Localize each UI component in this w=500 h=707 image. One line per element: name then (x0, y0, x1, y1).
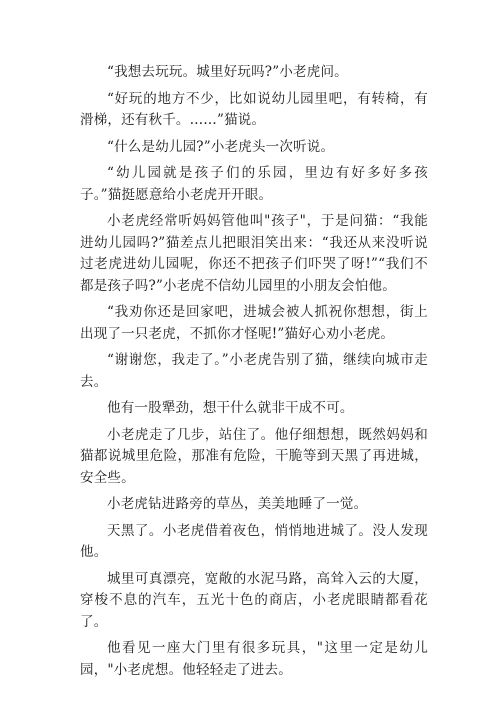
paragraph: 他有一股犟劲，想干什么就非干成不可。 (107, 400, 354, 416)
paragraph: “我劝你还是回家吧，进城会被人抓祝你想想，街上出现了一只老虎，不抓你才怪呢!”猫好心劝小老虎。 (80, 304, 428, 342)
paragraph: “我想去玩玩。城里好玩吗?”小老虎问。 (107, 64, 348, 80)
paragraph: 小老虎钻进路旁的草丛，美美地睡了一觉。 (107, 496, 368, 512)
paragraph: 他看见一座大门里有很多玩具，"这里一定是幼儿园，"小老虎想。他轻轻走了进去。 (80, 640, 428, 678)
paragraph: 小老虎经常听妈妈管他叫"孩子"，于是问猫：“我能进幼儿园吗?”猫差点儿把眼泪笑出来：“我还从来没听说过老虎进幼儿园呢，你还不把孩子们吓哭了呀!”“我们不都是孩子吗?”小老虎不信幼儿园里的小朋友会怕他。 (80, 213, 428, 294)
paragraph: “幼儿园就是孩子们的乐园，里边有好多好多孩子。”猫挺愿意给小老虎开开眼。 (80, 165, 428, 203)
paragraph: “好玩的地方不少，比如说幼儿园里吧，有转椅，有滑梯，还有秋千。……”猫说。 (80, 90, 428, 128)
paragraph: “什么是幼儿园?”小老虎头一次听说。 (107, 138, 335, 155)
paragraph: 小老虎走了几步，站住了。他仔细想想，既然妈妈和猫都说城里危险，那准有危险，干脆等到天黑了再进城，安全些。 (80, 426, 428, 486)
paragraph: 城里可真漂亮，宽敞的水泥马路，高耸入云的大厦，穿梭不息的汽车，五光十色的商店，小老虎眼睛都看花了。 (80, 570, 428, 630)
document-page (80, 62, 428, 686)
paragraph: “谢谢您，我走了。”小老虎告别了猫，继续向城市走去。 (80, 352, 428, 390)
paragraph: 天黑了。小老虎借着夜色，悄悄地进城了。没人发现他。 (80, 522, 428, 560)
